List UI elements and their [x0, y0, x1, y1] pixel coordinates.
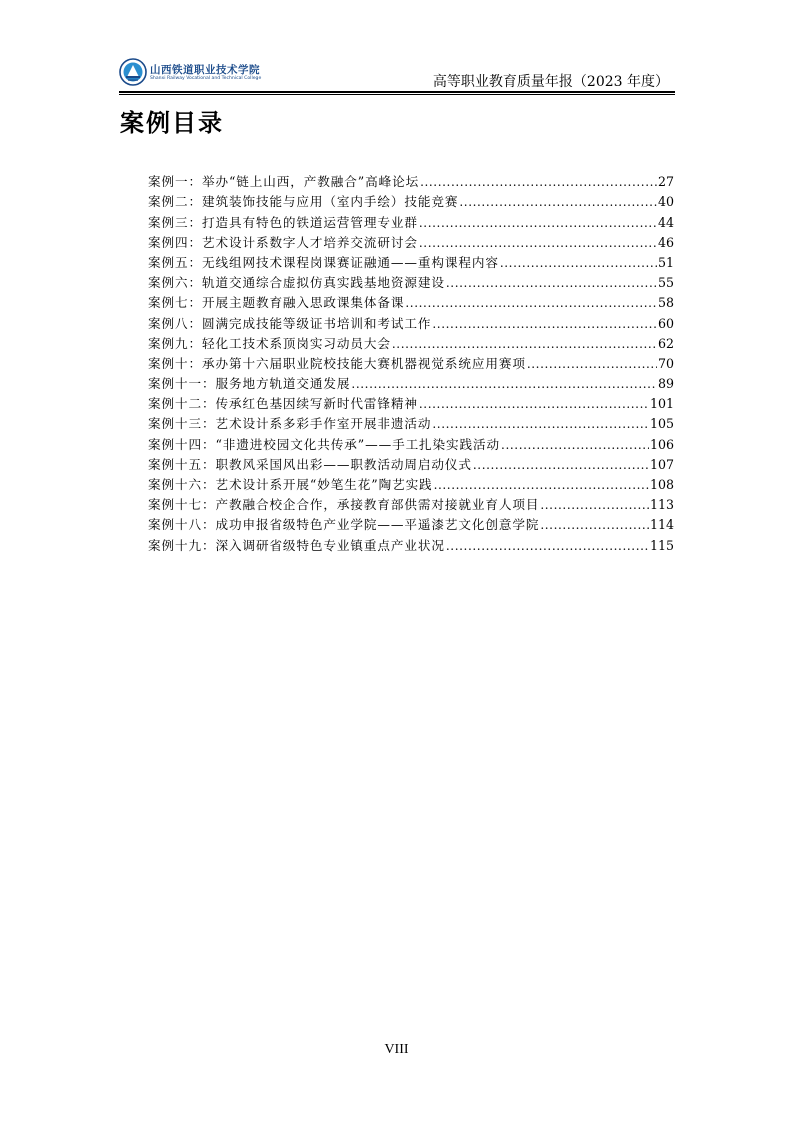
toc-leader-dots: [432, 416, 649, 432]
toc-entry[interactable]: [148, 231, 674, 251]
toc-leader-dots: [540, 517, 649, 533]
toc-leader-dots: [419, 215, 657, 231]
page-title: 案例目录: [120, 109, 224, 137]
toc-entry-page[interactable]: 115: [649, 537, 674, 553]
toc-leader-dots: [473, 457, 649, 473]
toc-leader-dots: [459, 194, 657, 210]
toc-entry-page[interactable]: 89: [657, 376, 674, 392]
toc-entry[interactable]: [148, 392, 674, 412]
toc-entry[interactable]: [148, 332, 674, 352]
toc-entry[interactable]: [148, 533, 674, 553]
report-title: 高等职业教育质量年报（2023 年度）: [432, 74, 669, 90]
toc-entry-page[interactable]: 70: [657, 355, 674, 371]
toc-entry-page[interactable]: 44: [657, 214, 674, 230]
toc-entry-label[interactable]: 案例四：艺术设计系数字人才培养交流研讨会: [148, 234, 418, 250]
toc-entry-label[interactable]: 案例三：打造具有特色的铁道运营管理专业群: [148, 214, 418, 230]
toc-entry[interactable]: [148, 271, 674, 291]
toc-leader-dots: [501, 437, 649, 453]
toc-entry[interactable]: [148, 473, 674, 493]
toc-entry[interactable]: [148, 352, 674, 372]
toc-leader-dots: [446, 275, 657, 291]
toc-entry[interactable]: [148, 291, 674, 311]
toc-entry-page[interactable]: 60: [657, 315, 674, 331]
toc-leader-dots: [351, 376, 657, 392]
toc-leader-dots: [500, 255, 657, 271]
toc-entry-page[interactable]: 27: [657, 174, 674, 190]
toc-entry-label[interactable]: 案例十：承办第十六届职业院校技能大赛机器视觉系统应用赛项: [148, 355, 526, 371]
toc-entry-label[interactable]: 案例十二：传承红色基因续写新时代雷锋精神: [148, 396, 418, 412]
toc-entry[interactable]: [148, 432, 674, 452]
toc-entry-page[interactable]: 113: [649, 497, 674, 513]
toc-entry-page[interactable]: 40: [657, 194, 674, 210]
page-number: VIII: [384, 1042, 409, 1057]
toc-entry-label[interactable]: 案例十一：服务地方轨道交通发展: [148, 376, 351, 392]
toc-entry[interactable]: [148, 453, 674, 473]
toc-entry-label[interactable]: 案例十四：“非遗进校园文化共传承”——手工扎染实践活动: [148, 436, 501, 452]
header-rule-thin: [119, 94, 675, 95]
college-name-en: Shanxi Railway Vocational and Technical College: [150, 76, 262, 81]
toc-entry[interactable]: [148, 210, 674, 230]
page-header: [119, 58, 675, 92]
toc-entry-label[interactable]: 案例十三：艺术设计系多彩手作室开展非遗活动: [148, 416, 432, 432]
toc-entry[interactable]: [148, 170, 674, 190]
toc-entry-page[interactable]: 62: [657, 335, 674, 351]
toc-entry-label[interactable]: 案例一：举办“链上山西，产教融合”高峰论坛: [148, 174, 420, 190]
toc-entry-label[interactable]: 案例八：圆满完成技能等级证书培训和考试工作: [148, 315, 432, 331]
toc-entry-page[interactable]: 106: [649, 436, 674, 452]
toc-entry-label[interactable]: 案例十七：产教融合校企合作，承接教育部供需对接就业育人项目: [148, 497, 540, 513]
toc-entry-page[interactable]: 46: [657, 234, 674, 250]
toc-entry-page[interactable]: 58: [657, 295, 674, 311]
table-of-contents: [148, 170, 674, 554]
toc-entry-page[interactable]: 51: [657, 254, 674, 270]
toc-leader-dots: [432, 316, 657, 332]
toc-entry-label[interactable]: 案例六：轨道交通综合虚拟仿真实践基地资源建设: [148, 275, 445, 291]
college-name-cn: 山西铁道职业技术学院: [150, 64, 260, 76]
toc-entry-page[interactable]: 114: [649, 517, 674, 533]
toc-leader-dots: [405, 295, 657, 311]
toc-entry-page[interactable]: 55: [657, 275, 674, 291]
toc-leader-dots: [392, 336, 657, 352]
toc-leader-dots: [446, 538, 649, 554]
toc-entry[interactable]: [148, 493, 674, 513]
toc-leader-dots: [420, 174, 657, 190]
toc-entry[interactable]: [148, 251, 674, 271]
college-logo-icon: [119, 58, 147, 86]
toc-entry-label[interactable]: 案例十五：职教风采国风出彩——职教活动周启动仪式: [148, 456, 472, 472]
toc-entry-page[interactable]: 105: [649, 416, 674, 432]
header-rule-thick: [119, 91, 675, 93]
toc-entry[interactable]: [148, 190, 674, 210]
toc-leader-dots: [419, 235, 657, 251]
toc-entry-page[interactable]: 108: [649, 477, 674, 492]
toc-leader-dots: [540, 497, 649, 513]
toc-leader-dots: [527, 356, 657, 372]
toc-entry-label[interactable]: 案例九：轻化工技术系顶岗实习动员大会: [148, 335, 391, 351]
toc-entry[interactable]: [148, 311, 674, 331]
toc-entry-label[interactable]: 案例十九：深入调研省级特色专业镇重点产业状况: [148, 537, 445, 553]
toc-entry-page[interactable]: 101: [649, 396, 674, 412]
toc-entry-label[interactable]: 案例五：无线组网技术课程岗课赛证融通——重构课程内容: [148, 254, 499, 270]
toc-entry[interactable]: [148, 372, 674, 392]
toc-entry[interactable]: [148, 513, 674, 533]
toc-leader-dots: [419, 396, 649, 412]
toc-entry-label[interactable]: 案例十六：艺术设计系开展“妙笔生花”陶艺实践: [148, 477, 433, 492]
toc-entry[interactable]: [148, 412, 674, 432]
toc-entry-label[interactable]: 案例十八：成功申报省级特色产业学院——平遥漆艺文化创意学院: [148, 517, 540, 533]
toc-entry-label[interactable]: 案例七：开展主题教育融入思政课集体备课: [148, 295, 405, 311]
toc-leader-dots: [434, 477, 649, 493]
toc-entry-page[interactable]: 107: [649, 456, 674, 472]
toc-entry-label[interactable]: 案例二：建筑装饰技能与应用（室内手绘）技能竞赛: [148, 194, 459, 210]
